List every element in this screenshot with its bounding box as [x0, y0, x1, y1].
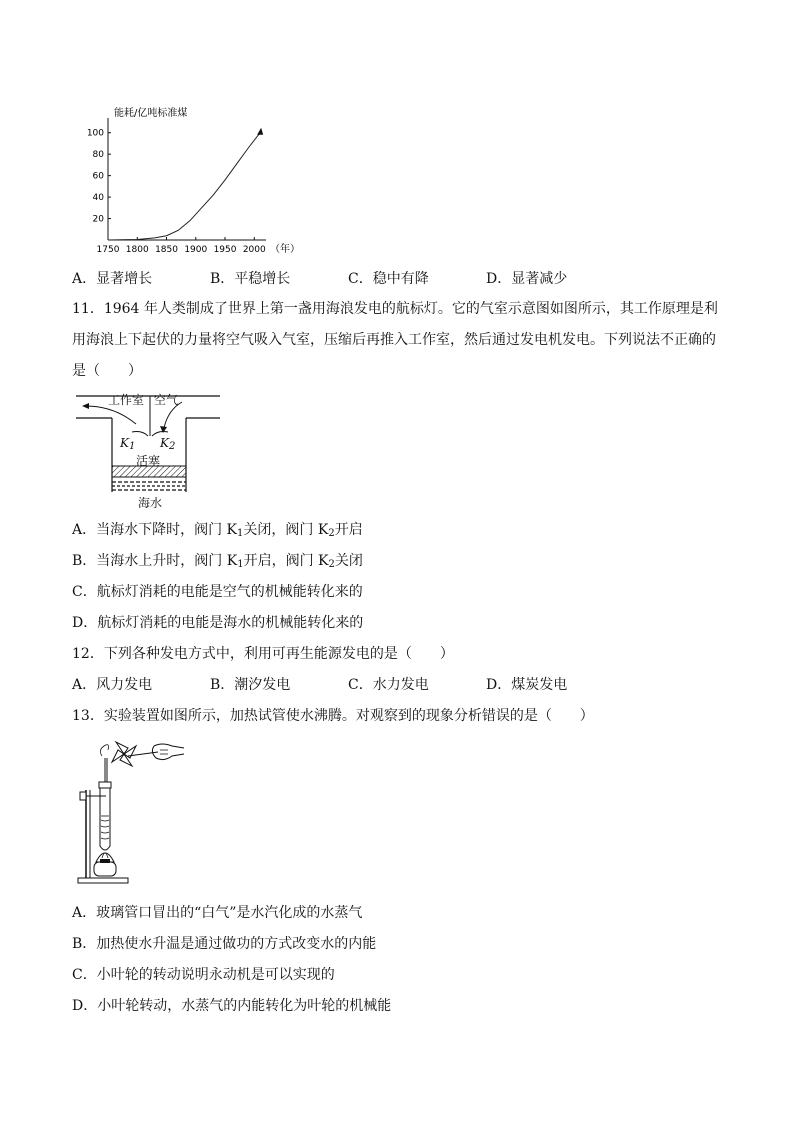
label-work-room: 工作室 [108, 393, 145, 407]
boiling-tube-pinwheel-figure [72, 738, 192, 888]
chart-x-label: （年） [270, 244, 300, 255]
q10-option-d[interactable]: D．显著减少 [486, 271, 568, 287]
chart-x-tick-label: 1900 [184, 245, 208, 255]
q13-option-a[interactable]: A．玻璃管口冒出的“白气”是水汽化成的水蒸气 [72, 905, 363, 921]
chart-x-tick-label: 2000 [242, 245, 266, 255]
q13-option-d[interactable]: D．小叶轮转动，水蒸气的内能转化为叶轮的机械能 [72, 998, 392, 1014]
q12-option-b[interactable]: B．潮汐发电 [210, 677, 291, 693]
q11-option-c[interactable]: C．航标灯消耗的电能是空气的机械能转化来的 [72, 584, 363, 600]
chart-line-arrow [257, 128, 263, 135]
label-piston: 活塞 [136, 454, 161, 468]
label-sea-water: 海水 [138, 496, 163, 510]
label-k2: $K_2$ [160, 436, 176, 452]
air-chamber-figure [74, 392, 224, 514]
q13-option-b[interactable]: B．加热使水升温是通过做功的方式改变水的内能 [72, 936, 377, 952]
chart-y-tick-label: 80 [92, 150, 104, 161]
chart-y-label: 能耗/亿吨标准煤 [114, 108, 188, 119]
chart-x-tick-label: 1800 [125, 245, 149, 255]
q13-stem: 13．实验装置如图所示，加热试管使水沸腾。对观察到的现象分析错误的是（ ） [72, 708, 594, 724]
q11-stem: 11．1964 年人类制成了世界上第一盏用海浪发电的航标灯。它的气室示意图如图所示，其工作原理是利用海浪上下起伏的力量将空气吸入气室，压缩后再推入工作室，然后通过发电机发电。下列说法不正确的是（ ） [72, 301, 718, 379]
chart-y-tick-label: 60 [92, 171, 104, 182]
chart-y-tick-label: 40 [92, 193, 104, 204]
chart-x-tick-label: 1850 [155, 245, 178, 255]
label-air: 空气 [154, 393, 179, 407]
chart-x-tick-label: 1750 [96, 245, 120, 255]
chart-series-line [108, 133, 260, 240]
q13-option-c[interactable]: C．小叶轮的转动说明永动机是可以实现的 [72, 967, 335, 983]
q12-option-c[interactable]: C．水力发电 [348, 677, 429, 693]
chart-x-tick-label: 1950 [213, 245, 237, 255]
q10-option-c[interactable]: C．稳中有降 [348, 271, 429, 287]
chart-y-tick-label: 20 [92, 214, 104, 225]
q10-option-a[interactable]: A．显著增长 [72, 271, 153, 287]
q11-option-d[interactable]: D．航标灯消耗的电能是海水的机械能转化来的 [72, 615, 364, 631]
q12-stem: 12．下列各种发电方式中，利用可再生能源发电的是（ ） [72, 646, 454, 662]
q11-option-b[interactable]: B．当海水上升时，阀门 $K_1$开启，阀门 $K_2$关闭 [72, 553, 363, 570]
chart-y-tick-label: 100 [86, 128, 104, 139]
q11-option-a[interactable]: A．当海水下降时，阀门 $K_1$关闭，阀门 $K_2$开启 [72, 522, 363, 539]
q10-option-b[interactable]: B．平稳增长 [210, 271, 291, 287]
q12-option-d[interactable]: D．煤炭发电 [486, 677, 568, 693]
energy-consumption-chart [86, 100, 306, 260]
q12-option-a[interactable]: A．风力发电 [72, 677, 153, 693]
label-k1: $K_1$ [120, 436, 136, 452]
